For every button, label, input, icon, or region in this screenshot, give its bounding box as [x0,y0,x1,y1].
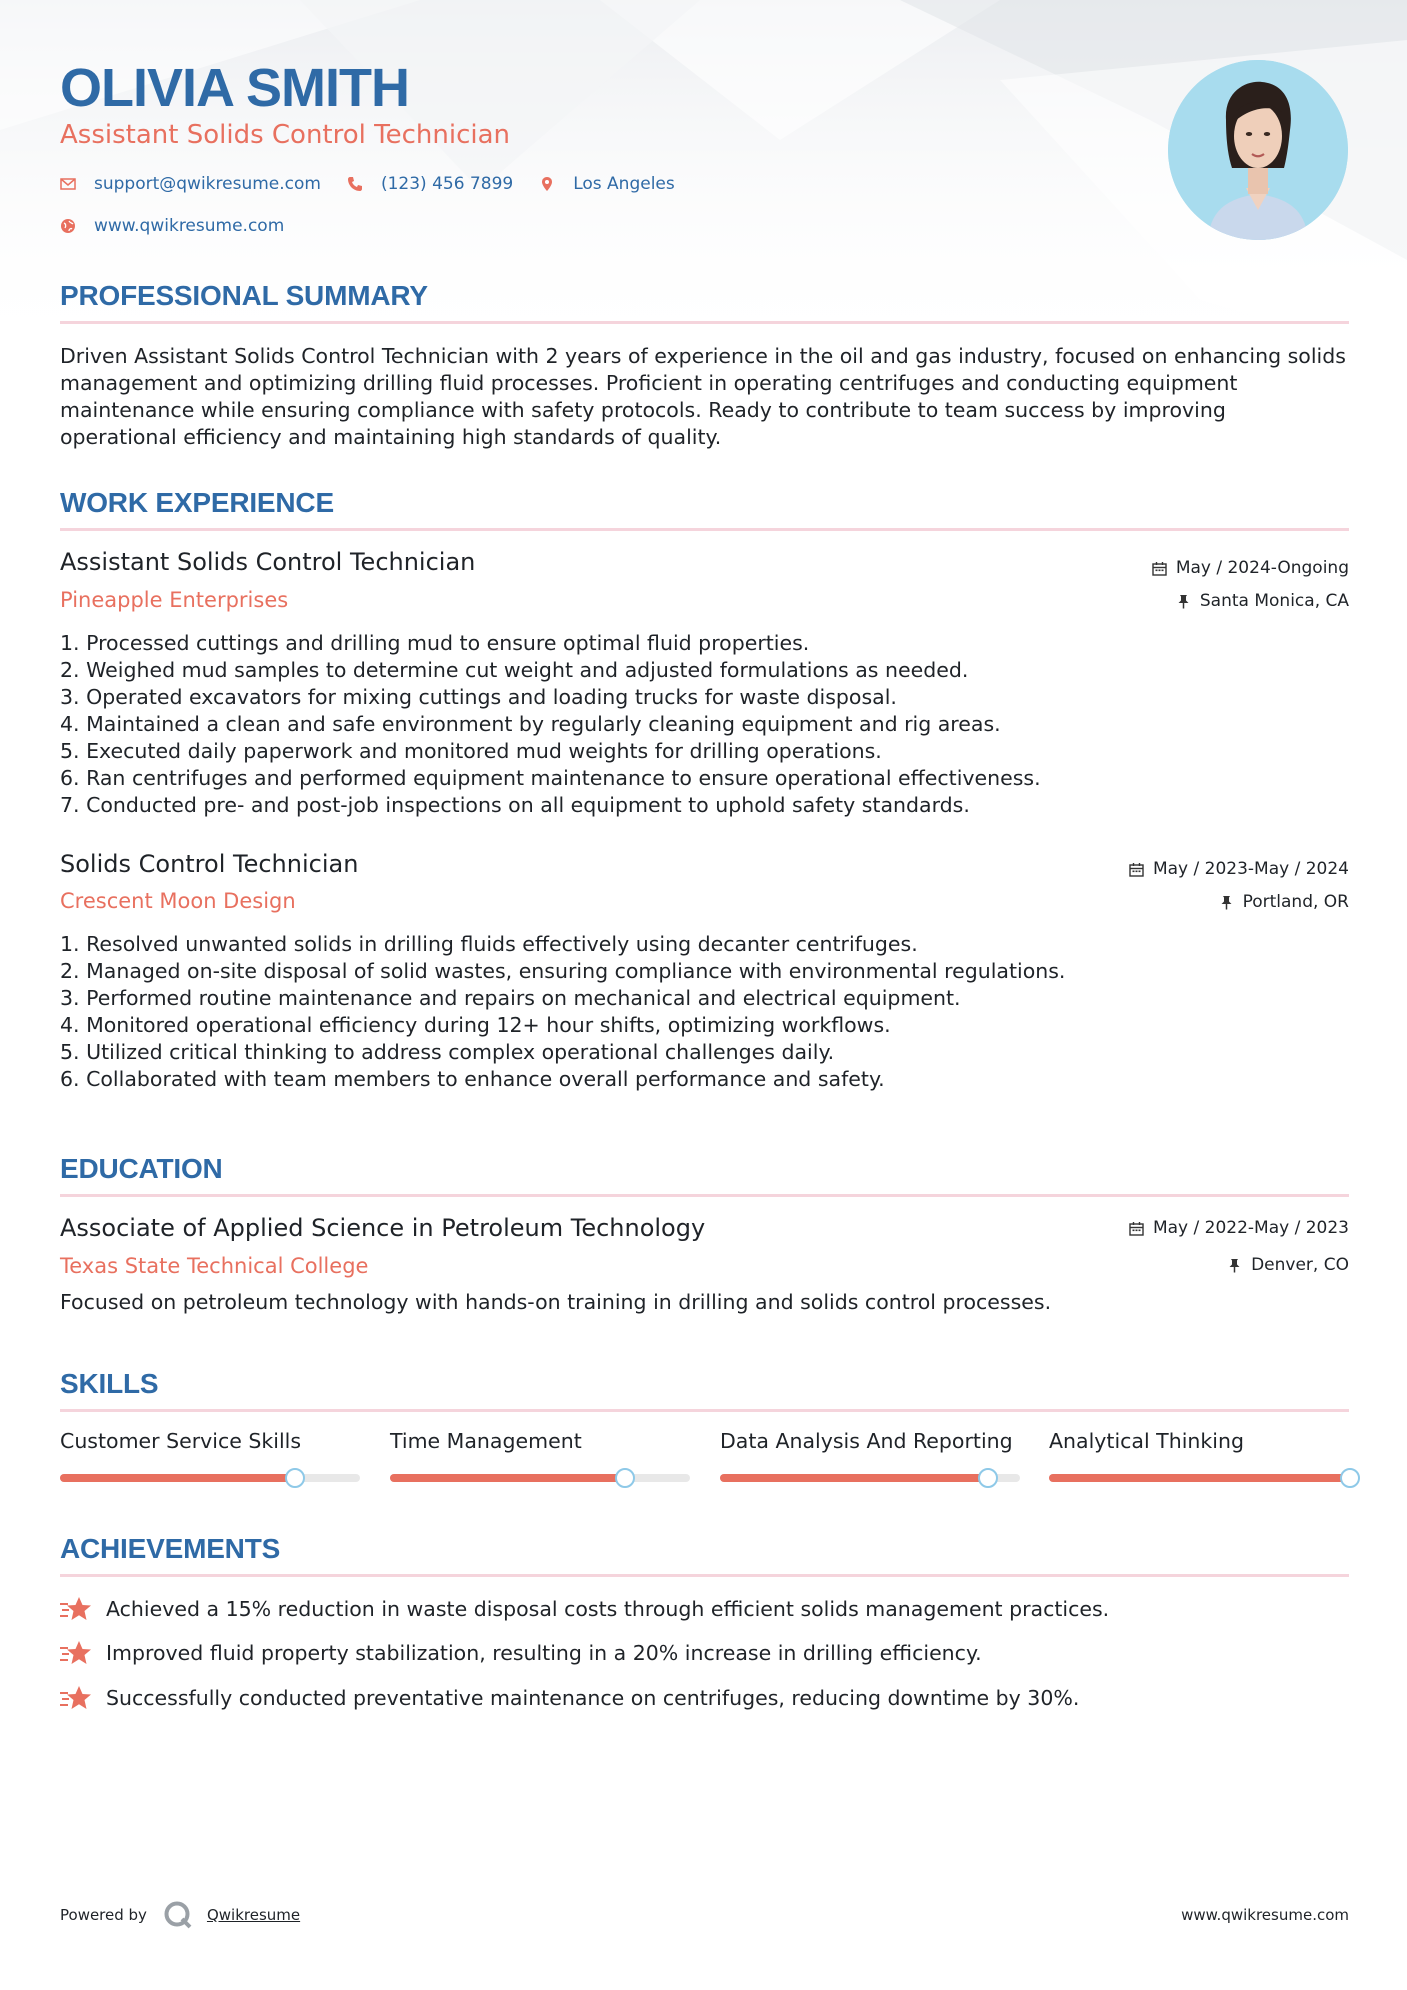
education-dates-text: May / 2022-May / 2023 [1152,1218,1349,1238]
experience-heading: WORK EXPERIENCE [60,487,334,518]
skill-item [1049,1427,1349,1455]
footer-branding [60,1900,300,1930]
skill-name: Time Management [390,1429,582,1453]
globe-icon [60,218,76,234]
list-item: 7. Conducted pre- and post-job inspections on all equipment to uphold safety standards. [60,793,970,817]
summary-text: Driven Assistant Solids Control Technician with 2 years of experience in the oil and gas industry, focused on enhancing solids management and optimizing drilling fluid processes. Proficient in operating centrifuges and conducting equipment maintenance while ensuring compliance with safety protocols. Ready to contribute to team success by improving operational efficiency and maintaining high standards of quality. [60,344,1346,449]
education-school: Texas State Technical College [60,1254,369,1278]
job-1-company: Pineapple Enterprises [60,588,289,612]
phone-icon [347,176,363,192]
pushpin-icon [1227,1258,1242,1273]
skill-bar [60,1474,360,1482]
job-1-bullets [60,630,1041,819]
skill-item [60,1427,360,1455]
job-1-dates-text: May / 2024-Ongoing [1175,558,1349,578]
list-item: 3. Operated excavators for mixing cuttings and loading trucks for waste disposal. [60,685,897,709]
achievement-text: Achieved a 15% reduction in waste disposal costs through efficient solids management practices. [106,1597,1110,1621]
email-text: support@qwikresume.com [94,174,321,194]
star-icon [60,1596,92,1622]
job-2-location-text: Portland, OR [1242,892,1349,912]
job-1-location-text: Santa Monica, CA [1199,591,1349,611]
calendar-icon [1129,1221,1144,1236]
list-item: 4. Maintained a clean and safe environment by regularly cleaning equipment and rig areas. [60,712,1001,736]
skill-bar-fill [1049,1474,1349,1482]
list-item: 5. Executed daily paperwork and monitored mud weights for drilling operations. [60,739,882,763]
skill-bar-fill [60,1474,294,1482]
qwikresume-link[interactable]: Qwikresume [206,1906,301,1924]
summary-heading: PROFESSIONAL SUMMARY [60,280,428,311]
skill-bar [720,1474,1020,1482]
skill-item [390,1427,690,1455]
experience-divider [60,528,1349,531]
list-item: 5. Utilized critical thinking to address complex operational challenges daily. [60,1040,835,1064]
education-dates [1129,1218,1349,1238]
job-2-bullets [60,931,1065,1093]
skill-bar-knob [1340,1468,1360,1488]
job-2-dates-text: May / 2023-May / 2024 [1152,859,1349,879]
education-heading: EDUCATION [60,1153,223,1184]
achievement-text: Successfully conducted preventative maintenance on centrifuges, reducing downtime by 30%. [106,1686,1080,1710]
pushpin-icon [1176,594,1191,609]
job-2-location [1219,892,1349,912]
portrait-illustration [1168,60,1348,240]
education-degree: Associate of Applied Science in Petroleum Technology [60,1214,706,1242]
candidate-role: Assistant Solids Control Technician [60,120,510,150]
phone-text: (123) 456 7899 [380,174,514,194]
job-2-title: Solids Control Technician [60,850,359,878]
list-item: 6. Ran centrifuges and performed equipment maintenance to ensure operational effectiveness. [60,766,1041,790]
list-item: 2. Managed on-site disposal of solid wastes, ensuring compliance with environmental regulations. [60,959,1066,983]
education-description: Focused on petroleum technology with hands-on training in drilling and solids control processes. [60,1290,1052,1314]
skills-heading: SKILLS [60,1368,159,1399]
list-item: 3. Performed routine maintenance and repairs on mechanical and electrical equipment. [60,986,961,1010]
achievement-item [60,1640,982,1666]
footer-website[interactable]: www.qwikresume.com [1181,1906,1349,1924]
star-icon [60,1640,92,1666]
list-item: 6. Collaborated with team members to enhance overall performance and safety. [60,1067,885,1091]
achievement-text: Improved fluid property stabilization, resulting in a 20% increase in drilling efficiency. [106,1641,982,1665]
list-item: 4. Monitored operational efficiency during 12+ hour shifts, optimizing workflows. [60,1013,891,1037]
candidate-name: OLIVIA SMITH [60,58,409,118]
contact-location [539,174,675,194]
list-item: 1. Resolved unwanted solids in drilling fluids effectively using decanter centrifuges. [60,932,918,956]
skill-item [720,1427,1020,1455]
website-text: www.qwikresume.com [94,216,285,236]
skill-bar-fill [720,1474,987,1482]
skill-bar-knob [615,1468,635,1488]
achievements-divider [60,1574,1349,1577]
list-item: 1. Processed cuttings and drilling mud to ensure optimal fluid properties. [60,631,810,655]
qwikresume-logo-icon [163,1900,193,1930]
education-location-text: Denver, CO [1251,1255,1349,1275]
skill-bar-fill [390,1474,624,1482]
skill-bar-knob [285,1468,305,1488]
contact-phone[interactable] [347,174,513,194]
achievements-heading: ACHIEVEMENTS [60,1533,281,1564]
powered-by-text: Powered by [60,1906,147,1924]
job-1-location [1176,591,1349,611]
star-icon [60,1685,92,1711]
skill-name: Customer Service Skills [60,1429,302,1453]
contact-info [60,172,701,256]
skill-name: Data Analysis And Reporting [720,1429,1013,1453]
skills-divider [60,1409,1349,1412]
education-location [1227,1255,1349,1275]
education-divider [60,1194,1349,1197]
calendar-icon [1152,561,1167,576]
skill-name: Analytical Thinking [1049,1429,1244,1453]
contact-email[interactable] [60,174,321,194]
job-1-title: Assistant Solids Control Technician [60,548,476,576]
list-item: 2. Weighed mud samples to determine cut weight and adjusted formulations as needed. [60,658,969,682]
skill-bar-knob [978,1468,998,1488]
skill-bar [1049,1474,1349,1482]
map-pin-icon [539,176,555,192]
achievement-item [60,1596,1109,1622]
job-2-company: Crescent Moon Design [60,889,296,913]
job-1-dates [1152,558,1349,578]
achievement-item [60,1685,1079,1711]
calendar-icon [1129,862,1144,877]
contact-website[interactable] [60,216,284,236]
job-2-dates [1129,859,1349,879]
envelope-icon [60,176,76,192]
pushpin-icon [1219,895,1234,910]
summary-divider [60,321,1349,324]
location-text: Los Angeles [573,174,675,194]
profile-photo [1168,60,1348,240]
skill-bar [390,1474,690,1482]
